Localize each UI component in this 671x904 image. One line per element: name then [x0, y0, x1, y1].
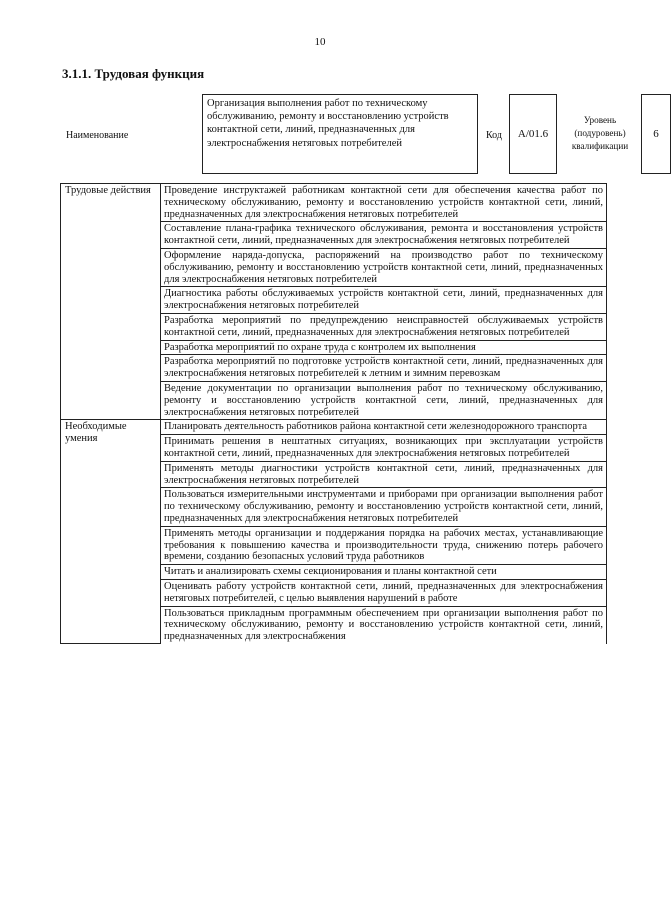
page-number: 10 — [314, 36, 326, 48]
list-item: Пользоваться прикладным программным обеспечением при организации выполнения работ по техническому обслуживанию, ремонту и восстановлению устройств контактной сети, линий, предназначенных для электроснабжения — [161, 606, 607, 644]
function-header — [60, 94, 659, 176]
list-item: Читать и анализировать схемы секционирования и планы контактной сети — [161, 565, 607, 580]
list-item: Ведение документации по организации выполнения работ по техническому обслуживанию, ремонту и восстановлению устройств контактной сети, линий, предназначенных для электроснабжения нетяговых потребителей — [161, 381, 607, 419]
list-item: Применять методы организации и поддержания порядка на рабочих местах, устанавливающие требования к повышению качества и производительности труда, снижению потерь рабочего времени, созданию безопасных условий труда работников — [161, 526, 607, 564]
section-label: Трудовые действия — [61, 184, 161, 420]
list-item: Пользоваться измерительными инструментами и приборами при организации выполнения работ по техническому обслуживанию, ремонту и восстановлению устройств контактной сети, линий, предназначенных для электроснабжения нетяговых потребителей — [161, 488, 607, 526]
table-row — [61, 184, 607, 222]
list-item: Разработка мероприятий по охране труда с контролем их выполнения — [161, 340, 607, 355]
list-item: Разработка мероприятий по подготовке устройств контактной сети, линий, предназначенных для электроснабжения нетяговых потребителей к летним и зимним перевозкам — [161, 355, 607, 382]
section-label: Необходимые умения — [61, 420, 161, 644]
list-item: Составление плана-графика технического обслуживания, ремонта и восстановления устройств контактной сети, линий, предназначенных для электроснабжения нетяговых потребителей — [161, 222, 607, 249]
qualification-level-box: 6 — [641, 94, 671, 174]
qualification-level-label: Уровень (подуровень) квалификации — [571, 115, 629, 151]
list-item: Проведение инструктажей работникам контактной сети для обеспечения качества работ по техническому обслуживанию, ремонту и восстановлению устройств контактной сети, линий, предназначенных для электроснабжения нетяговых потребителей — [161, 184, 607, 222]
code-label: Код — [486, 130, 502, 141]
list-item: Оформление наряда-допуска, распоряжений на производство работ по техническому обслуживанию, ремонту и восстановлению устройств контактной сети, линий, предназначенных для электроснабжения нетяговых потребителей — [161, 248, 607, 286]
list-item: Планировать деятельность работников района контактной сети железнодорожного транспорта — [161, 420, 607, 435]
list-item: Оценивать работу устройств контактной сети, линий, предназначенных для электроснабжения нетяговых потребителей, с целью выявления нарушений в работе — [161, 579, 607, 606]
function-details-table — [60, 183, 607, 644]
table-row — [61, 420, 607, 435]
list-item: Диагностика работы обслуживаемых устройств контактной сети, линий, предназначенных для электроснабжения нетяговых потребителей — [161, 287, 607, 314]
section-title: 3.1.1. Трудовая функция — [62, 66, 205, 81]
function-name-box: Организация выполнения работ по техническому обслуживанию, ремонту и восстановлению устройств контактной сети, линий, предназначенных для электроснабжения нетяговых потребителей — [202, 94, 478, 174]
list-item: Разработка мероприятий по предупреждению неисправностей обслуживаемых устройств контактной сети, линий, предназначенных для электроснабжения нетяговых потребителей — [161, 313, 607, 340]
list-item: Принимать решения в нештатных ситуациях, возникающих при эксплуатации устройств контактной сети, линий, предназначенных для электроснабжения нетяговых потребителей — [161, 435, 607, 462]
name-label: Наименование — [66, 130, 129, 141]
function-code-box: А/01.6 — [509, 94, 557, 174]
list-item: Применять методы диагностики устройств контактной сети, линий, предназначенных для электроснабжения нетяговых потребителей — [161, 461, 607, 488]
